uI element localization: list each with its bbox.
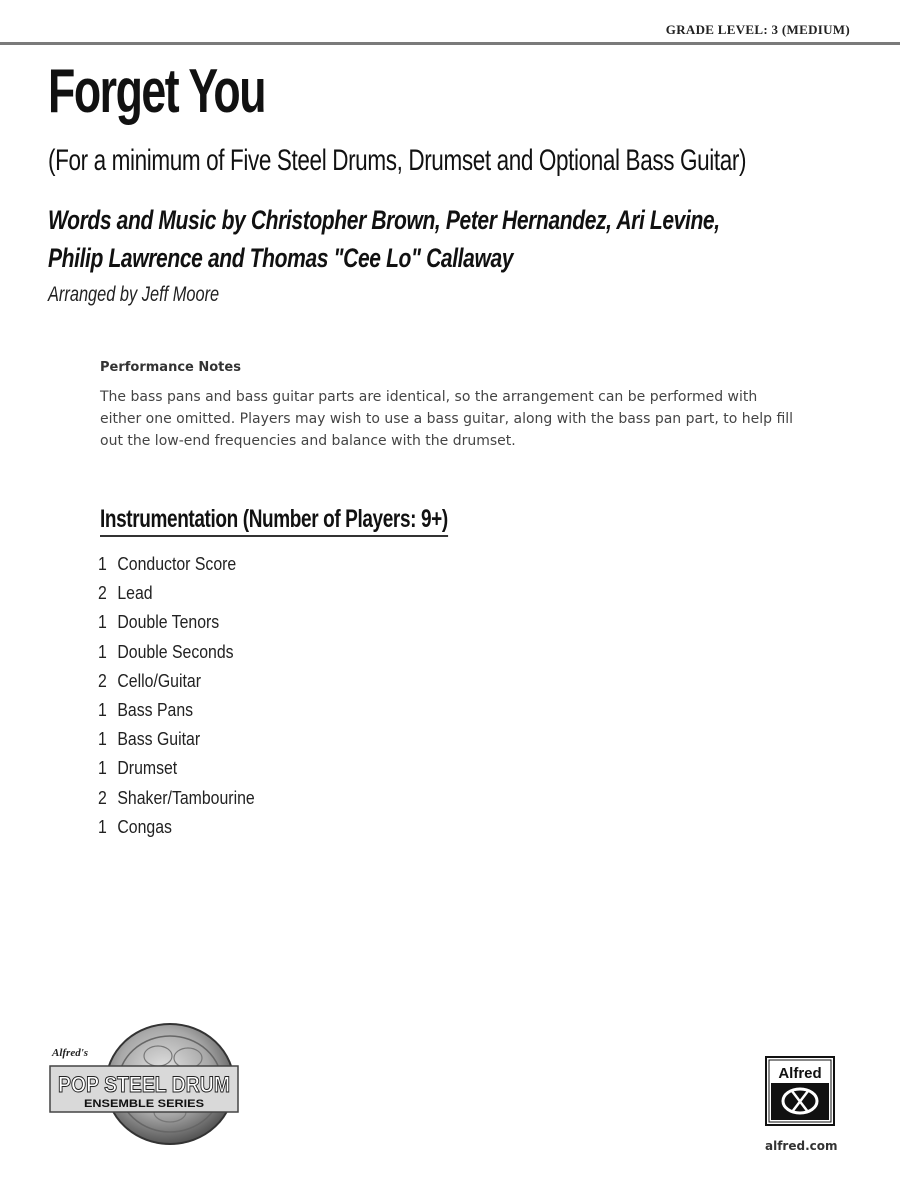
list-item: [98, 550, 255, 579]
item-quantity: 2: [98, 670, 107, 691]
item-quantity: 1: [98, 758, 107, 779]
list-item: [98, 696, 255, 725]
credits-line-1: Words and Music by Christopher Brown, Peter Hernandez, Ari Levine,: [48, 205, 720, 235]
performance-notes-heading: Performance Notes: [100, 360, 241, 375]
item-name: Conductor Score: [117, 554, 237, 574]
item-name: Drumset: [117, 758, 178, 779]
pop-steel-drum-series-logo: [48, 1022, 248, 1147]
publisher-name: Alfred: [778, 1065, 822, 1082]
top-rule: [0, 42, 900, 45]
list-item: [98, 784, 255, 813]
instrumentation-list: [98, 550, 276, 842]
series-title: POP STEEL DRUM: [58, 1072, 230, 1097]
subtitle: (For a minimum of Five Steel Drums, Drumset and Optional Bass Guitar): [48, 144, 747, 177]
page-title: Forget You: [48, 57, 266, 126]
item-name: Double Tenors: [117, 612, 220, 633]
series-subtitle: ENSEMBLE SERIES: [84, 1098, 204, 1110]
list-item: [98, 813, 255, 842]
credits: [48, 201, 720, 277]
list-item: [98, 725, 255, 754]
item-quantity: 2: [98, 583, 107, 604]
arranger-credit: Arranged by Jeff Moore: [48, 283, 220, 306]
list-item: [98, 638, 255, 667]
item-quantity: 1: [98, 729, 107, 750]
item-quantity: 1: [98, 612, 107, 633]
grade-level: GRADE LEVEL: 3 (MEDIUM): [665, 22, 850, 37]
list-item: [98, 608, 255, 637]
list-item: [98, 754, 255, 783]
item-name: Double Seconds: [117, 641, 234, 662]
item-quantity: 1: [98, 641, 107, 662]
credits-line-2: Philip Lawrence and Thomas "Cee Lo" Callaway: [48, 243, 514, 273]
item-name: Cello/Guitar: [117, 670, 202, 691]
item-quantity: 1: [98, 699, 107, 720]
alfred-logo: [765, 1056, 835, 1126]
item-name: Shaker/Tambourine: [117, 787, 255, 808]
instrumentation-heading: Instrumentation (Number of Players: 9+): [100, 505, 448, 537]
list-item: [98, 667, 255, 696]
series-brand: Alfred's: [52, 1047, 89, 1059]
item-name: Congas: [117, 816, 172, 837]
item-quantity: 2: [98, 787, 107, 808]
item-quantity: 1: [98, 816, 107, 837]
website: alfred.com: [765, 1139, 838, 1153]
item-name: Bass Guitar: [117, 729, 201, 750]
item-quantity: 1: [98, 554, 107, 574]
item-name: Lead: [117, 583, 153, 604]
list-item: [98, 579, 255, 608]
item-name: Bass Pans: [117, 699, 194, 720]
performance-notes-body: The bass pans and bass guitar parts are identical, so the arrangement can be performed with either one omitted. Players may wish to use a bass guitar, along with the bass pan part, to help fill out the low-end frequencies and balance with the drumset.: [100, 389, 794, 449]
